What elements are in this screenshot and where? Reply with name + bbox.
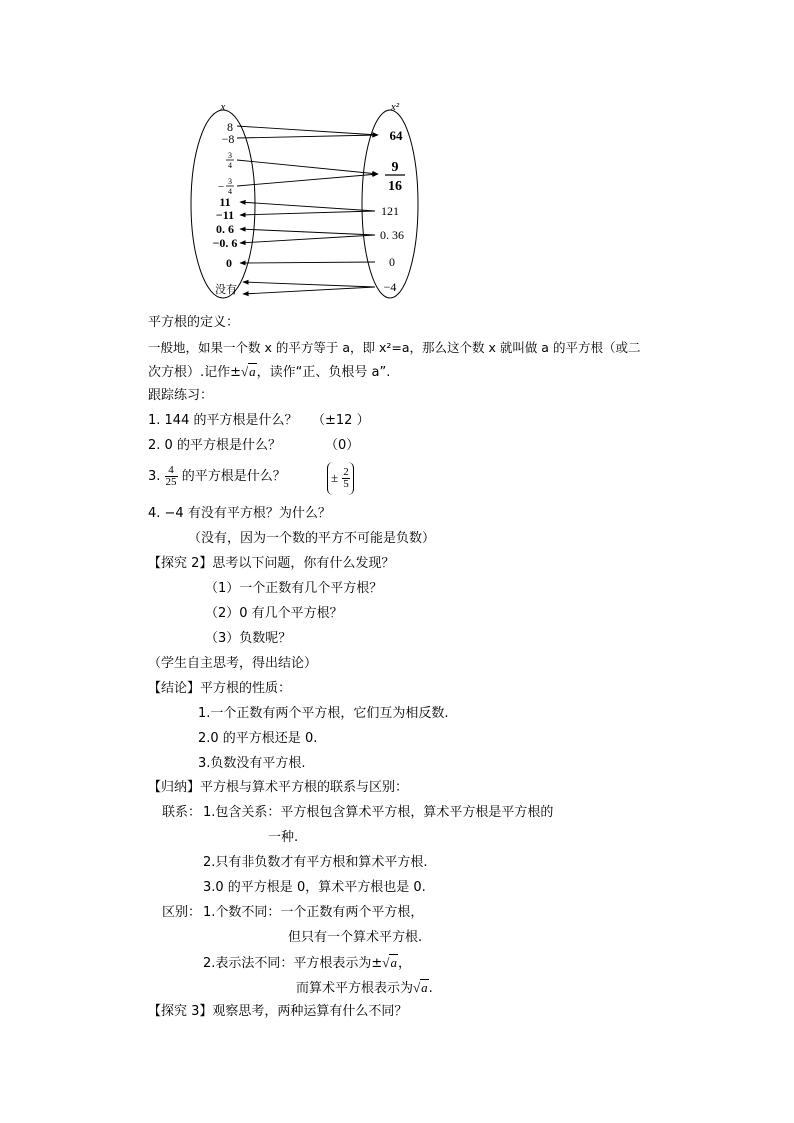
explore-2-heading: 【探究 2】思考以下问题，你有什么发现？ xyxy=(148,556,395,571)
square-mapping-diagram xyxy=(185,98,425,310)
practice-question-3 xyxy=(148,462,286,492)
mapping-arrow xyxy=(243,287,375,294)
left-axis-label: x xyxy=(220,101,226,113)
definition-line-2-post: ，读作“正、负根号 a”. xyxy=(256,365,391,380)
mapping-arrow xyxy=(237,174,378,186)
conclusion-item: 1.一个正数有两个平方根，它们互为相反数. xyxy=(198,706,449,721)
right-value: 0 xyxy=(389,255,395,269)
diff-item-2-pre: 2.表示法不同：平方根表示为± xyxy=(203,956,383,971)
diff-item-3-post: . xyxy=(428,981,433,996)
mapping-arrow xyxy=(237,126,378,135)
answer-parentheses xyxy=(327,462,354,495)
fraction-numerator: 2 xyxy=(343,466,349,478)
left-value: 0 xyxy=(226,256,232,270)
conclusion-item: 3.负数没有平方根. xyxy=(198,756,306,771)
link-item-1a: 1.包含关系：平方根包含算术平方根，算术平方根是平方根的 xyxy=(203,805,554,820)
explore-3-heading: 【探究 3】观察思考，两种运算有什么不同？ xyxy=(148,1004,408,1019)
fraction-denominator: 5 xyxy=(343,478,349,490)
conclusion-heading: 【结论】平方根的性质： xyxy=(148,681,292,696)
fraction-numerator: 4 xyxy=(165,465,178,477)
left-value: −0. 6 xyxy=(212,236,238,250)
diff-item-3 xyxy=(296,980,433,997)
mapping-arrow xyxy=(240,235,375,243)
diff-item-1a: 1.个数不同：一个正数有两个平方根， xyxy=(203,905,424,920)
practice-answer-3 xyxy=(327,462,354,495)
answer-sign: ± xyxy=(331,470,339,485)
left-fraction-num: 3 xyxy=(228,177,232,186)
link-item-3: 3.0 的平方根是 0，算术平方根也是 0. xyxy=(203,880,426,895)
definition-line-2 xyxy=(148,364,390,381)
left-fraction-den: 4 xyxy=(228,187,232,196)
link-item-1b: 一种. xyxy=(268,830,299,845)
answer-fraction xyxy=(342,467,350,490)
definition-heading: 平方根的定义： xyxy=(148,315,240,330)
left-fraction-sign: − xyxy=(217,181,225,193)
right-value: −4 xyxy=(383,280,397,294)
radicand: a xyxy=(390,955,397,970)
q3-prefix: 3. xyxy=(148,469,161,484)
mapping-arrow xyxy=(243,282,375,287)
diff-label: 区别： xyxy=(162,905,202,920)
q3-suffix: 的平方根是什么？ xyxy=(181,469,286,484)
practice-answer-2: （0） xyxy=(325,438,360,453)
sqrt-expression: √a xyxy=(413,980,428,995)
left-fraction-den: 4 xyxy=(228,161,232,170)
explore-2-item: （2）0 有几个平方根？ xyxy=(205,606,343,621)
left-value: 0. 6 xyxy=(216,222,234,236)
diff-item-2-post: ， xyxy=(397,956,411,971)
sqrt-expression: √a xyxy=(382,955,397,970)
mapping-arrow xyxy=(240,262,375,263)
definition-line-1: 一般地，如果一个数 x 的平方等于 a，即 x²=a，那么这个数 x 就叫做 a 的平方根（或二 xyxy=(148,340,641,355)
explore-2-item: （1）一个正数有几个平方根？ xyxy=(205,581,383,596)
explore-2-item: （3）负数呢？ xyxy=(205,631,292,646)
right-fraction-num: 9 xyxy=(391,160,399,175)
practice-answer-1: （±12 ） xyxy=(312,413,370,428)
right-value: 121 xyxy=(381,204,399,218)
left-value: 没有 xyxy=(215,283,237,296)
link-label: 联系： xyxy=(162,805,202,820)
left-value: 11 xyxy=(219,195,231,209)
summary-heading: 【归纳】平方根与算术平方根的联系与区别： xyxy=(148,780,409,795)
radicand: a xyxy=(421,980,428,995)
fraction-denominator: 25 xyxy=(165,476,177,488)
mapping-arrow xyxy=(237,160,378,174)
right-value: 0. 36 xyxy=(380,228,404,242)
mapping-arrow xyxy=(240,211,375,215)
practice-question-4: 4. −4 有没有平方根？为什么？ xyxy=(148,506,331,521)
diff-item-3-pre: 而算术平方根表示为 xyxy=(296,981,414,996)
right-axis-label: x² xyxy=(390,101,400,113)
link-item-2: 2.只有非负数才有平方根和算术平方根. xyxy=(203,855,428,870)
definition-line-2-pre: 次方根）.记作± xyxy=(148,365,242,380)
practice-heading: 跟踪练习： xyxy=(148,388,214,403)
sqrt-expression: √a xyxy=(241,364,256,379)
mapping-arrow xyxy=(240,202,375,211)
radicand: a xyxy=(249,364,256,379)
practice-question-2: 2. 0 的平方根是什么？ xyxy=(148,438,281,453)
mapping-arrow xyxy=(240,229,375,235)
left-value: −8 xyxy=(221,132,235,146)
diff-item-1b: 但只有一个算术平方根. xyxy=(288,930,423,945)
practice-question-1: 1. 144 的平方根是什么？ xyxy=(148,413,298,428)
diff-item-2 xyxy=(203,955,411,972)
q3-fraction xyxy=(165,465,178,488)
practice-answer-4: （没有，因为一个数的平方不可能是负数） xyxy=(188,531,436,546)
left-value: 8 xyxy=(227,120,233,134)
explore-2-note: （学生自主思考，得出结论） xyxy=(148,656,318,671)
right-value: 64 xyxy=(389,128,403,143)
left-value: −11 xyxy=(215,208,235,222)
right-fraction-den: 16 xyxy=(388,179,402,194)
left-fraction-num: 3 xyxy=(228,151,232,160)
mapping-arrow xyxy=(237,135,378,138)
conclusion-item: 2.0 的平方根还是 0. xyxy=(198,731,318,746)
